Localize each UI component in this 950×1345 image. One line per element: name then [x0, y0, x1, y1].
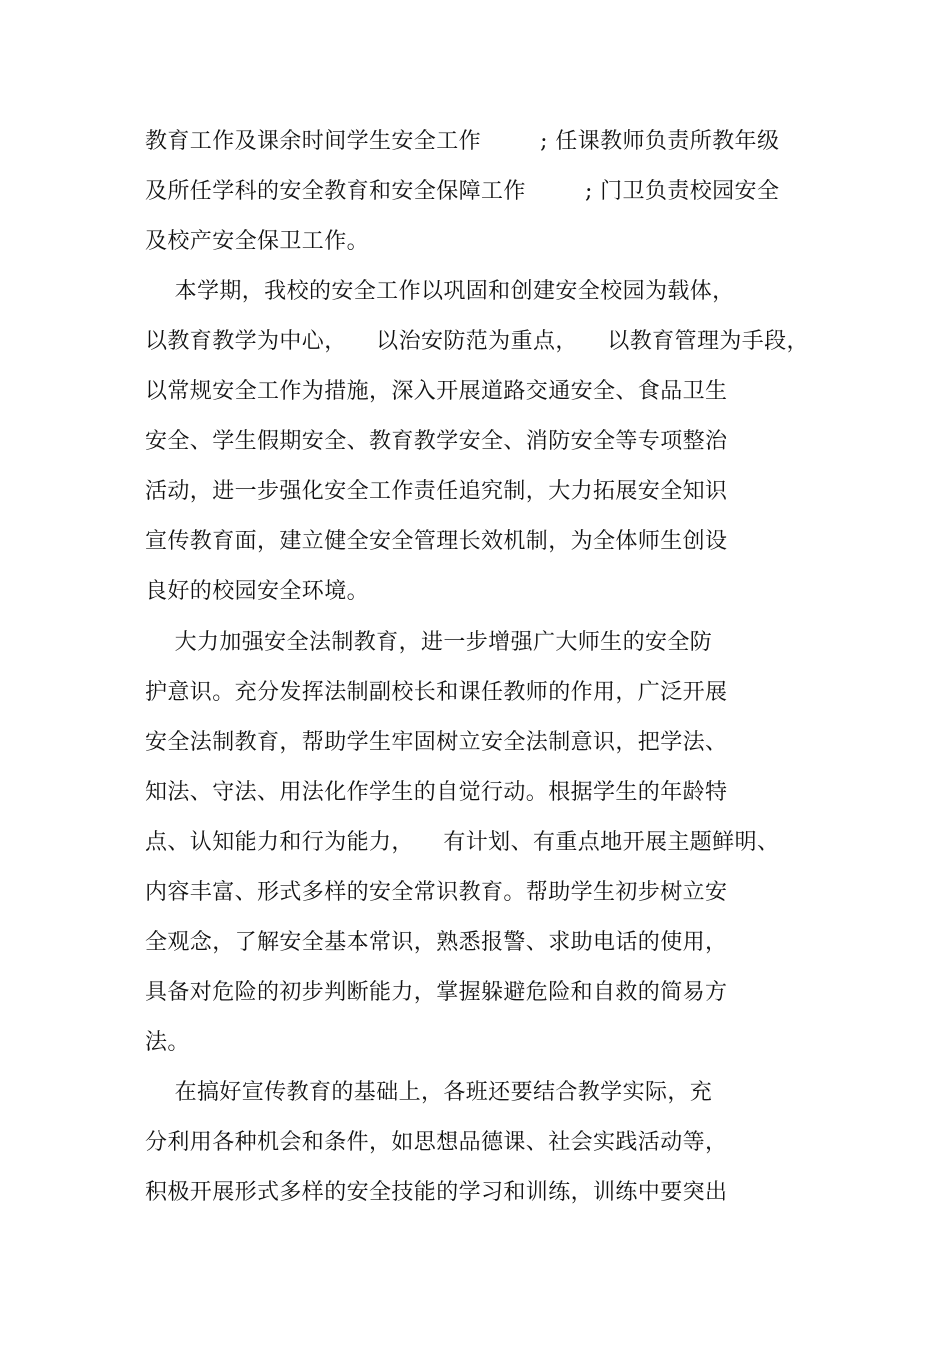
text-line: 法。 — [145, 1030, 190, 1055]
text-line: 在搞好宣传教育的基础上，各班还要结合教学实际，充 — [145, 1080, 713, 1105]
text-line: 宣传教育面，建立健全安全管理长效机制，为全体师生创设 — [145, 529, 728, 554]
text-line: 活动，进一步强化安全工作责任追究制，大力拓展安全知识 — [145, 479, 728, 504]
text-line: 本学期，我校的安全工作以巩固和创建安全校园为载体， — [145, 279, 735, 304]
text-line: 良好的校园安全环境。 — [145, 579, 370, 604]
text-line: 安全、学生假期安全、教育教学安全、消防安全等专项整治 — [145, 429, 728, 454]
text-line: 大力加强安全法制教育，进一步增强广大师生的安全防 — [145, 630, 713, 655]
text-line: 及所任学科的安全教育和安全保障工作 ; 门卫负责校园安全 — [145, 179, 780, 204]
text-line: 分利用各种机会和条件，如思想品德课、社会实践活动等， — [145, 1130, 728, 1155]
text-line: 全观念，了解安全基本常识，熟悉报警、求助电话的使用， — [145, 930, 728, 955]
text-line: 内容丰富、形式多样的安全常识教育。帮助学生初步树立安 — [145, 880, 728, 905]
text-line: 具备对危险的初步判断能力，掌握躲避危险和自救的简易方 — [145, 980, 728, 1005]
text-line: 积极开展形式多样的安全技能的学习和训练，训练中要突出 — [145, 1180, 728, 1205]
text-line: 点、认知能力和行为能力， 有计划、有重点地开展主题鲜明、 — [145, 830, 780, 855]
text-line: 及校产安全保卫工作。 — [145, 229, 370, 254]
text-line: 护意识。充分发挥法制副校长和课任教师的作用，广泛开展 — [145, 680, 728, 705]
text-line: 安全法制教育，帮助学生牢固树立安全法制意识，把学法、 — [145, 730, 728, 755]
text-line: 以常规安全工作为措施，深入开展道路交通安全、食品卫生 — [145, 379, 728, 404]
text-line: 教育工作及课余时间学生安全工作 ; 任课教师负责所教年级 — [145, 129, 780, 154]
text-line: 知法、守法、用法化作学生的自觉行动。根据学生的年龄特 — [145, 780, 728, 805]
text-line: 以教育教学为中心， 以治安防范为重点， 以教育管理为手段， — [145, 329, 809, 354]
